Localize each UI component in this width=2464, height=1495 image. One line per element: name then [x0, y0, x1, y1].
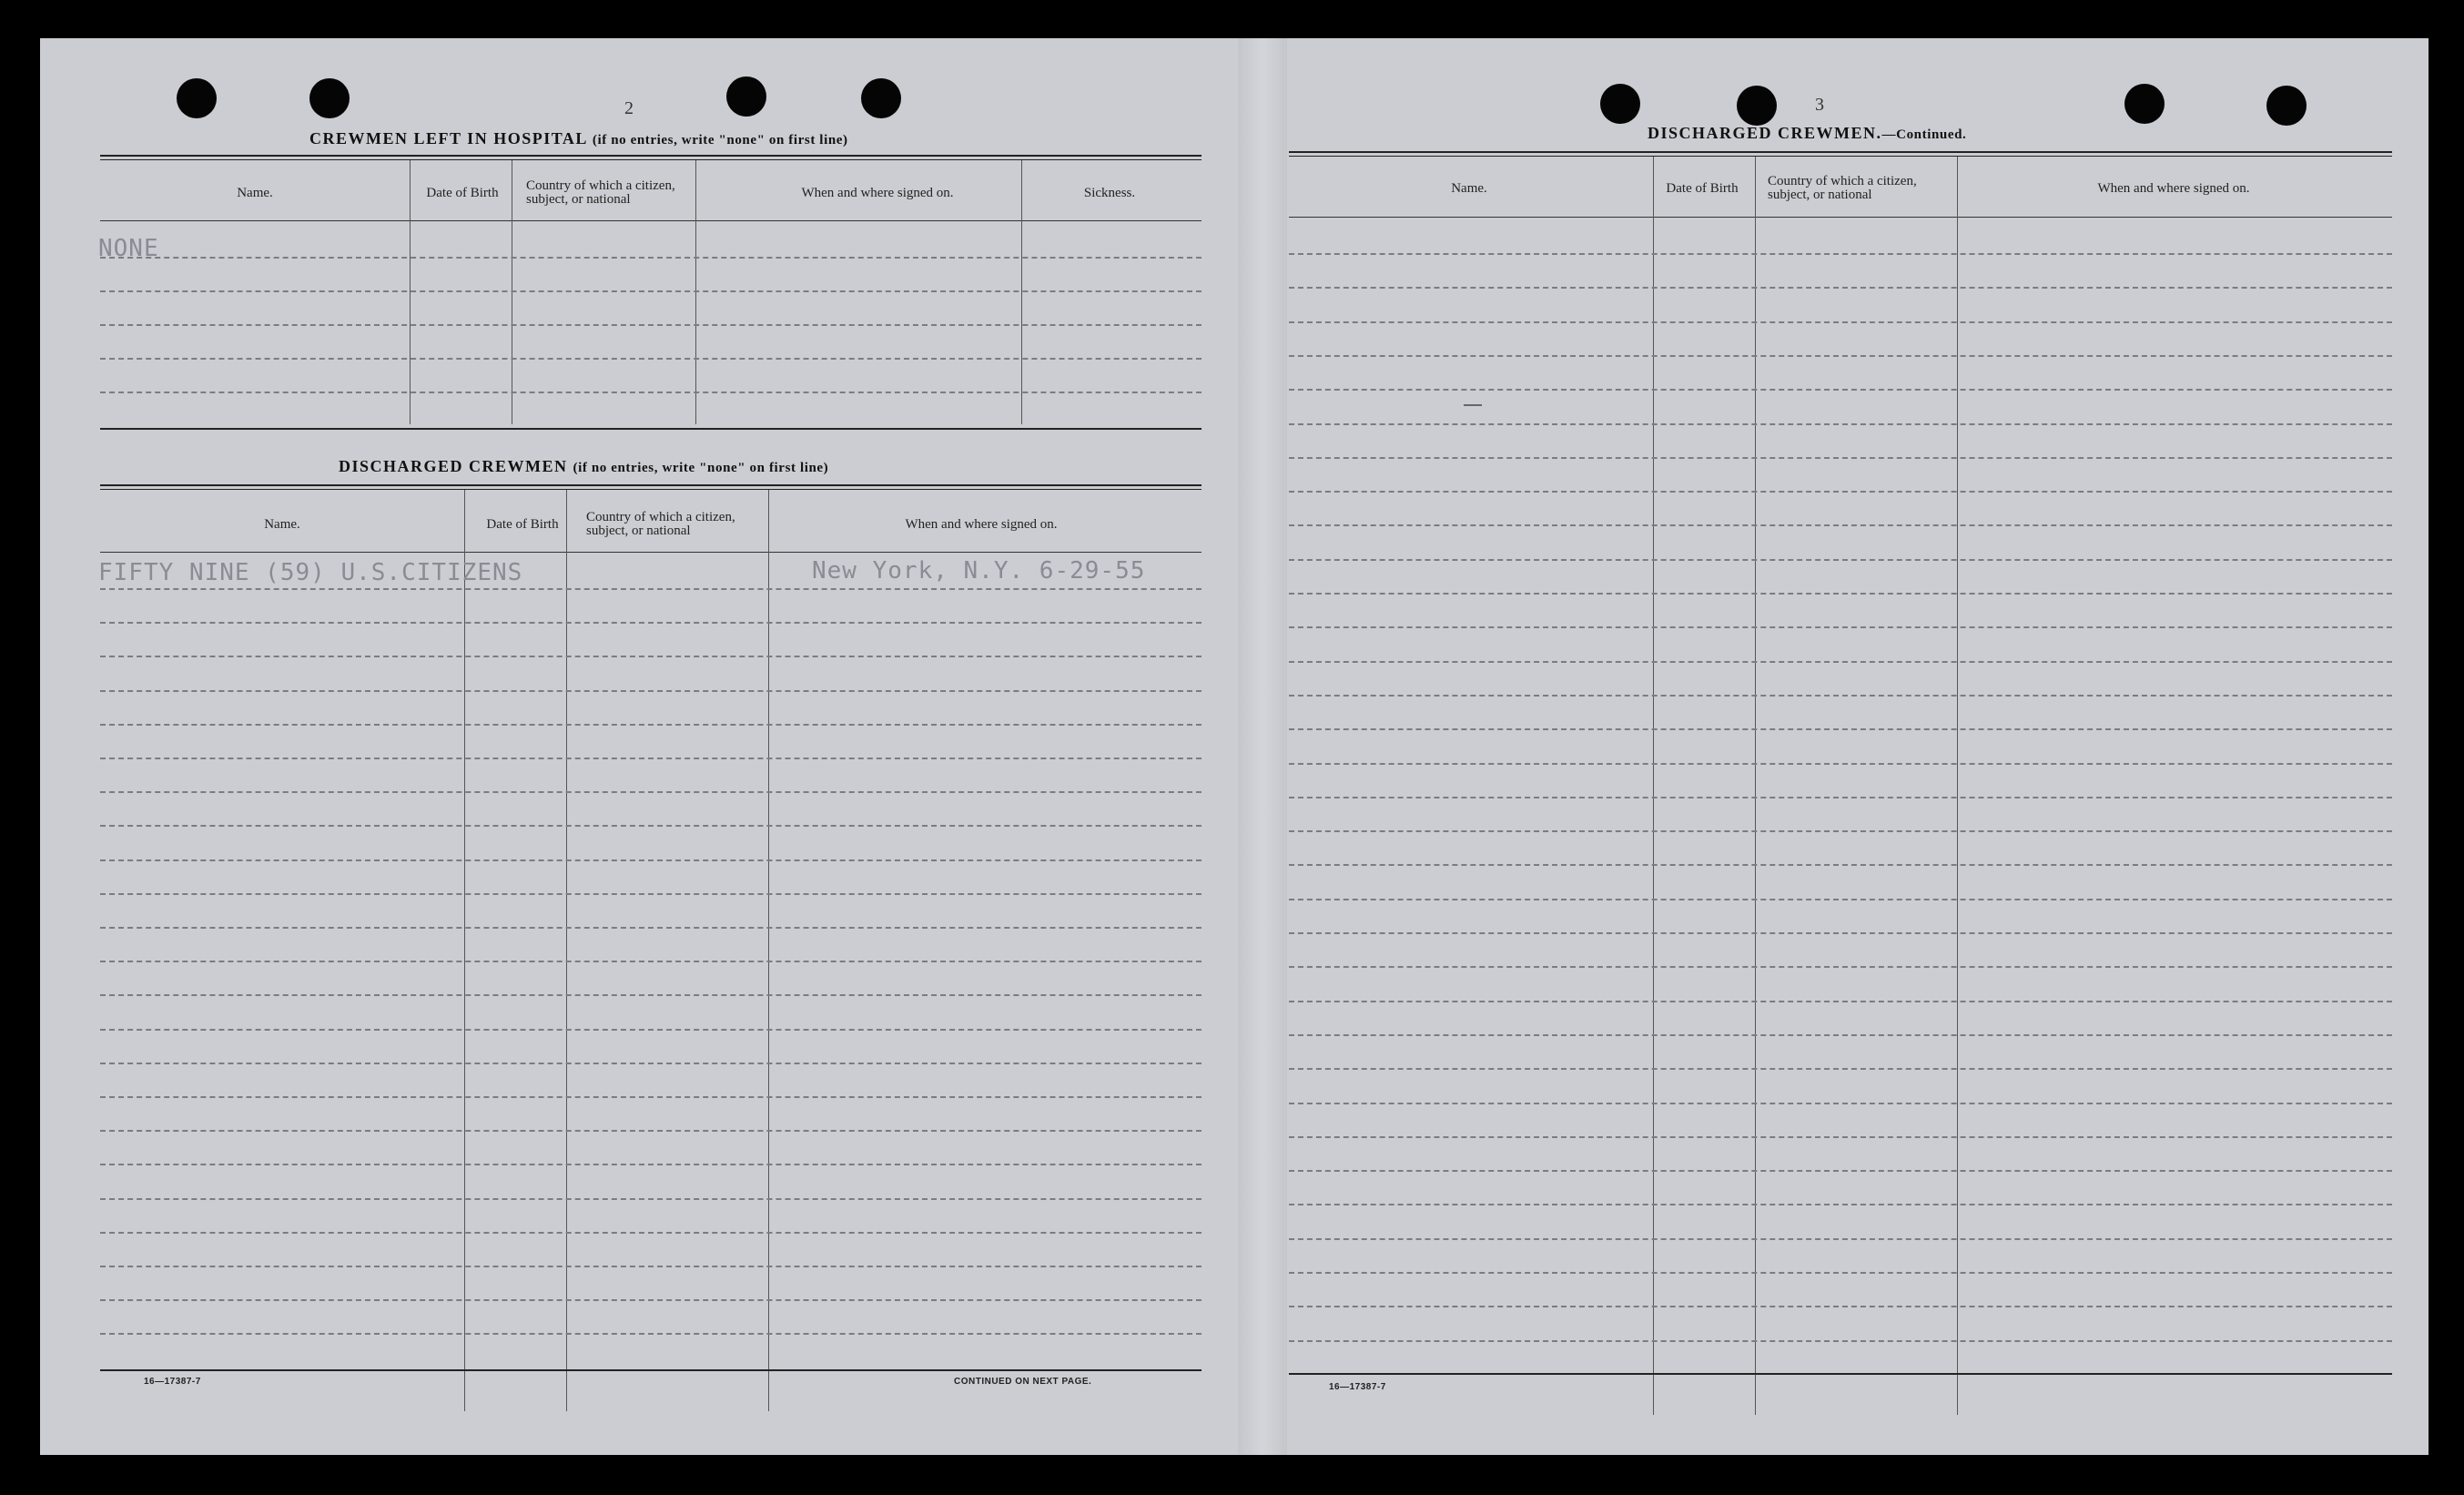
punch-hole: [861, 78, 901, 118]
discharged-header-country: Country of which a citizen, subject, or national: [586, 510, 735, 538]
ruled-line: [1289, 1306, 2392, 1307]
ruled-line: [1289, 1272, 2392, 1274]
discharged-header-name: Name.: [264, 516, 300, 532]
right-header-rule: [1289, 217, 2392, 218]
ruled-line: [100, 1096, 1202, 1098]
ruled-line: [1289, 864, 2392, 866]
right-bottom-rule: [1289, 1373, 2392, 1375]
right-section-title: [1648, 124, 1966, 143]
punch-hole: [726, 76, 766, 117]
ruled-line: [1289, 524, 2392, 526]
hospital-instruction: (if no entries, write "none" on first line): [592, 133, 848, 147]
ruled-line: [100, 825, 1202, 827]
discharged-entry-signed: New York, N.Y. 6-29-55: [812, 557, 1146, 585]
discharged-header-rule: [100, 552, 1202, 553]
ruled-line: [1289, 626, 2392, 628]
punch-hole: [2124, 84, 2165, 124]
punch-hole: [2266, 86, 2307, 126]
page-number-left: 2: [624, 98, 634, 118]
ruled-line: [1289, 1103, 2392, 1104]
ruled-line: [100, 1130, 1202, 1132]
punch-hole: [177, 78, 217, 118]
ruled-line: [1289, 1136, 2392, 1138]
ruled-line: [100, 1333, 1202, 1335]
punch-hole: [309, 78, 350, 118]
ruled-line: [100, 392, 1202, 393]
ruled-line: [1289, 457, 2392, 459]
ruled-line: [1289, 1340, 2392, 1342]
hospital-col-divider: [695, 160, 696, 424]
hospital-header-country: Country of which a citizen, subject, or national: [526, 178, 675, 207]
ruled-line: [100, 1198, 1202, 1200]
right-col-divider: [1755, 157, 1756, 1415]
ruled-line: [1289, 1238, 2392, 1240]
ruled-line: [1289, 593, 2392, 595]
discharged-top-rule: [100, 484, 1202, 490]
ruled-line: [1289, 763, 2392, 765]
ruled-line: [1289, 1068, 2392, 1070]
hospital-header-sickness: Sickness.: [1083, 185, 1136, 200]
ruled-line: [1289, 423, 2392, 425]
ruled-line: [1289, 661, 2392, 663]
discharged-header-dob: Date of Birth: [486, 516, 559, 532]
ruled-line: [1289, 1001, 2392, 1002]
continued-note: CONTINUED ON NEXT PAGE.: [954, 1377, 1092, 1387]
hospital-col-divider: [410, 160, 411, 424]
ruled-line: [100, 588, 1202, 590]
ruled-line: [100, 927, 1202, 929]
ruled-line: [1289, 695, 2392, 697]
ruled-line: [100, 893, 1202, 895]
punch-hole: [1737, 86, 1777, 126]
ruled-line: [100, 690, 1202, 692]
ruled-line: [1289, 389, 2392, 391]
ruled-line: [100, 257, 1202, 259]
hospital-header-signed: When and where signed on.: [801, 185, 954, 200]
right-title-suffix: —Continued.: [1881, 127, 1967, 142]
document-sheet: [40, 38, 2429, 1455]
ruled-line: [1289, 321, 2392, 323]
right-col-divider: [1653, 157, 1654, 1415]
ruled-line: [100, 859, 1202, 861]
ruled-line: [100, 1232, 1202, 1234]
ruled-line: [1289, 253, 2392, 255]
hospital-col-divider: [1021, 160, 1022, 424]
right-header-name: Name.: [1451, 180, 1487, 196]
discharged-col-divider: [566, 490, 567, 1411]
discharged-bottom-rule: [100, 1369, 1202, 1371]
discharged-col-divider: [464, 490, 465, 1411]
ruled-line: [100, 1063, 1202, 1064]
form-number-left: 16—17387-7: [144, 1377, 201, 1387]
stray-pencil-mark: [1464, 404, 1482, 406]
right-header-country: Country of which a citizen, subject, or national: [1768, 174, 1917, 202]
hospital-title-text: CREWMEN LEFT IN HOSPITAL: [309, 129, 587, 147]
discharged-section-title: [339, 457, 828, 476]
hospital-section-title: [309, 129, 848, 148]
ruled-line: [100, 622, 1202, 624]
hospital-entry: NONE: [98, 235, 159, 262]
ruled-line: [100, 961, 1202, 962]
right-header-signed: When and where signed on.: [2097, 180, 2250, 196]
hospital-bottom-rule: [100, 428, 1202, 430]
ruled-line: [1289, 966, 2392, 968]
ruled-line: [100, 358, 1202, 360]
ruled-line: [100, 724, 1202, 726]
ruled-line: [1289, 797, 2392, 798]
discharged-header-signed: When and where signed on.: [905, 516, 1058, 532]
ruled-line: [100, 656, 1202, 657]
hospital-header-rule: [100, 220, 1202, 221]
right-top-rule: [1289, 151, 2392, 157]
punch-hole: [1600, 84, 1640, 124]
hospital-header-name: Name.: [237, 185, 273, 200]
ruled-line: [1289, 932, 2392, 934]
right-header-dob: Date of Birth: [1666, 180, 1739, 196]
hospital-top-rule: [100, 155, 1202, 160]
ruled-line: [100, 324, 1202, 326]
ruled-line: [1289, 1204, 2392, 1205]
ruled-line: [100, 994, 1202, 996]
right-col-divider: [1957, 157, 1958, 1415]
ruled-line: [100, 791, 1202, 793]
ruled-line: [1289, 559, 2392, 561]
ruled-line: [100, 1029, 1202, 1031]
right-title-text: DISCHARGED CREWMEN.: [1648, 124, 1882, 142]
ruled-line: [100, 290, 1202, 292]
ruled-line: [1289, 1170, 2392, 1172]
ruled-line: [1289, 491, 2392, 493]
discharged-col-divider: [768, 490, 769, 1411]
page-spine: [1238, 38, 1287, 1455]
ruled-line: [1289, 1034, 2392, 1036]
ruled-line: [100, 758, 1202, 759]
ruled-line: [1289, 355, 2392, 357]
ruled-line: [100, 1299, 1202, 1301]
discharged-entry-name: FIFTY NINE (59) U.S.CITIZENS: [98, 559, 523, 586]
page-number-right: 3: [1815, 95, 1824, 115]
form-number-right: 16—17387-7: [1329, 1382, 1386, 1392]
ruled-line: [1289, 728, 2392, 730]
ruled-line: [100, 1266, 1202, 1267]
ruled-line: [1289, 287, 2392, 289]
ruled-line: [1289, 830, 2392, 832]
ruled-line: [100, 1164, 1202, 1165]
discharged-instruction: (if no entries, write "none" on first line): [573, 461, 829, 475]
ruled-line: [1289, 899, 2392, 900]
hospital-header-dob: Date of Birth: [426, 185, 499, 200]
discharged-title-text: DISCHARGED CREWMEN: [339, 457, 568, 475]
